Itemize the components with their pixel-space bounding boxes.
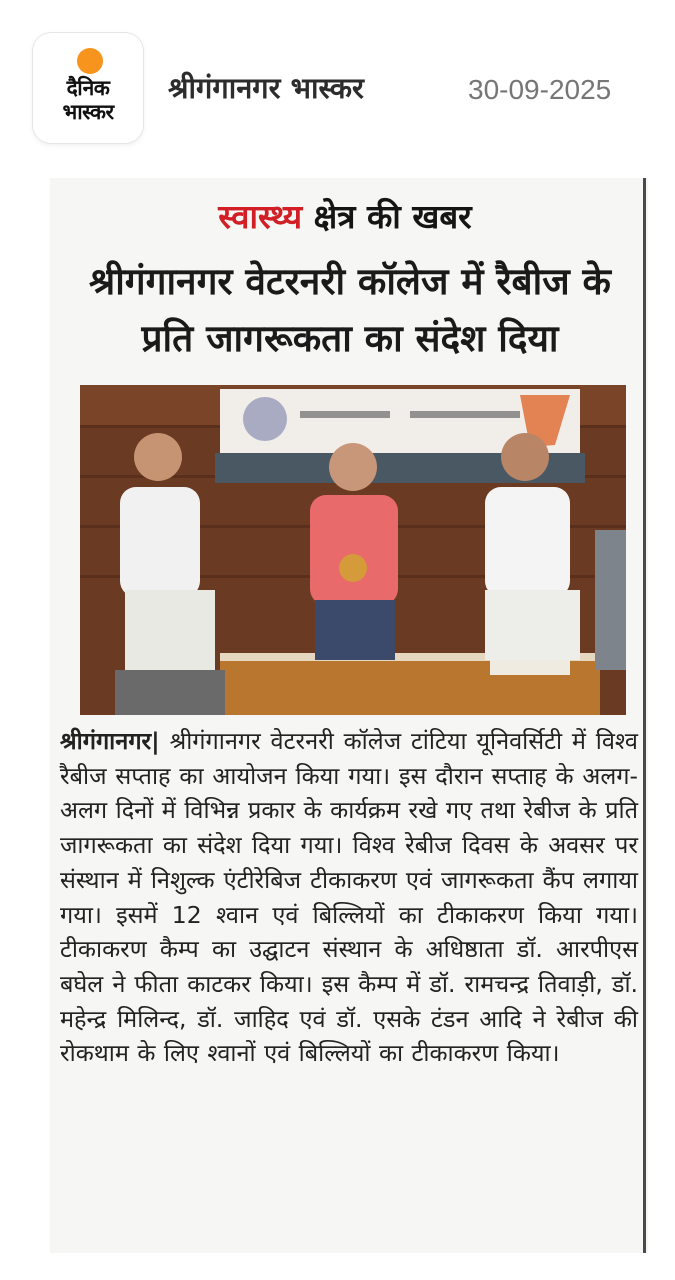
sun-icon <box>77 48 103 74</box>
logo-text-line1: दैनिक <box>66 76 110 100</box>
article-body <box>60 724 638 1071</box>
news-clipping <box>50 178 648 1253</box>
kicker-red: स्वास्थ्य <box>218 197 303 236</box>
article-photo <box>80 385 626 715</box>
article-body-text: श्रीगंगानगर वेटरनरी कॉलेज टांटिया यूनिवर्सिटी में विश्व रैबीज सप्ताह का आयोजन किया गया। इस दौरान सप्ताह के अलग-अलग दिनों में विभिन्न प्रकार के कार्यक्रम रखे गए तथा रेबीज के प्रति जागरूकता का संदेश दिया गया। विश्व रेबीज दिवस के अवसर पर संस्थान में निशुल्क एंटीरेबिज टीकाकरण एवं जागरूकता कैंप लगाया गया। इसमें 12 श्वान एवं बिल्लियों का टीकाकरण किया गया। टीकाकरण कैम्प का उद्घाटन संस्थान के अधिष्ठाता डॉ. आरपीएस बघेल ने फीता काटकर किया। इस कैम्प में डॉ. रामचन्द्र तिवाड़ी, डॉ. महेन्द्र मिलिन्द, डॉ. जाहिद एवं डॉ. एसके टंडन आदि ने रेबीज की रोकथाम के लिए श्वानों एवं बिल्लियों का टीकाकरण किया। <box>60 727 638 1068</box>
publication-name: श्रीगंगानगर भास्कर <box>168 71 364 105</box>
app-logo[interactable] <box>33 33 143 143</box>
logo-text-line2: भास्कर <box>62 100 114 124</box>
article-dateline: श्रीगंगानगर| <box>60 727 160 755</box>
article-headline: श्रीगंगानगर वेटरनरी कॉलेज में रैबीज के प्रति जागरूकता का संदेश दिया <box>89 260 611 360</box>
kicker-black: क्षेत्र की खबर <box>313 197 472 236</box>
column-rule <box>643 178 646 1253</box>
publication-date: 30-09-2025 <box>468 74 612 105</box>
section-kicker <box>50 195 640 239</box>
